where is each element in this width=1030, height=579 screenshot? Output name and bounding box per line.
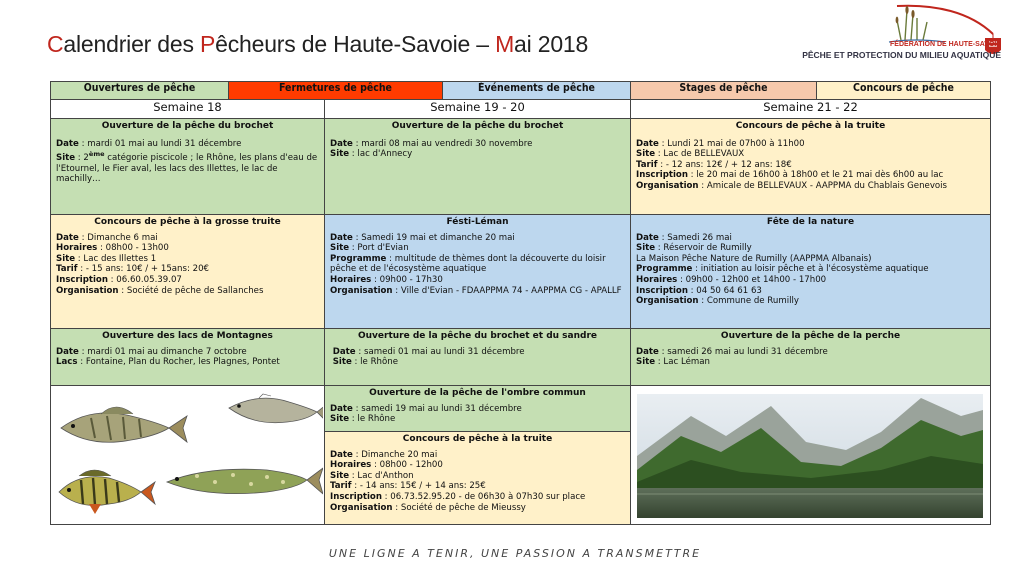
event-festi-leman: Fésti-Léman Date : Samedi 19 mai et dimanche 20 mai Site : Port d'Evian Programme : multitude de thèmes dont la découverte du loisir pêche et de l'écosystème aquatique Horaires : 09h00 - 17h30 Organisation : Ville d'Evian - FDAAPPMA 74 - AAPPMA CG - APALLF — [325, 215, 631, 329]
calendar-table — [50, 81, 991, 525]
legend-ouvertures: Ouvertures de pêche — [51, 82, 229, 100]
week-18: Semaine 18 — [51, 100, 325, 119]
legend-fermetures: Fermetures de pêche — [229, 82, 443, 100]
lake-photo — [631, 386, 991, 525]
event-title: Ouverture de la pêche de l'ombre commun — [369, 388, 586, 398]
page-title: Calendrier des Pêcheurs de Haute-Savoie – Mai 2018 — [47, 31, 589, 57]
middle-bottom-cell — [325, 386, 631, 525]
event-ombre: Ouverture de la pêche de l'ombre commun Date : samedi 19 mai au lundi 31 décembre Site : le Rhône — [325, 386, 630, 432]
event-title: Ouverture de la pêche du brochet — [391, 121, 564, 131]
event-title: Ouverture des lacs de Montagnes — [102, 331, 273, 341]
logo-line1: FÉDÉRATION DE HAUTE-SAVOIE — [890, 41, 1001, 48]
event-truite-20: Concours de pêche à la truite Date : Dimanche 20 mai Horaires : 08h00 - 12h00 Site : Lac d'Anthon Tarif : - 14 ans: 15€ / + 14 ans: 25€ Inscription : 06.73.52.95.20 - de 06h30 à 07h30 sur place Organisation : Société de pêche de Mieussy — [325, 432, 630, 524]
legend-concours: Concours de pêche — [817, 82, 991, 100]
event-title: Ouverture de la pêche du brochet — [101, 121, 274, 131]
event-fete-nature: Fête de la nature Date : Samedi 26 mai Site : Réservoir de Rumilly La Maison Pêche Nature de Rumilly (AAPPMA Albanais) Programme : initiation au loisir pêche et à l'écosystème aquatique Horaires : 09h00 - 12h00 et 14h00 - 17h00 Inscription : 04 50 64 61 63 Organisation : Commune de Rumilly — [631, 215, 991, 329]
event-title: Concours de pêche à la truite — [402, 434, 553, 444]
event-title: Ouverture de la pêche du brochet et du sandre — [357, 331, 598, 341]
legend-row — [51, 82, 991, 100]
fish-illustration — [51, 386, 325, 525]
event-brochet-18: Ouverture de la pêche du brochet Date : mardi 01 mai au lundi 31 décembre Site : 2ème catégorie piscicole ; le Rhône, les plans d'eau de l'Etournel, le Fier aval, les lacs des Illettes, le lac de machilly… — [51, 119, 325, 215]
event-grosse-truite: Concours de pêche à la grosse truite Date : Dimanche 6 mai Horaires : 08h00 - 13h00 Site : Lac des Illettes 1 Tarif : - 15 ans: 10€ / + 15ans: 20€ Inscription : 06.60.05.39.07 Organisation : Société de pêche de Sallanches — [51, 215, 325, 329]
event-brochet-sandre: Ouverture de la pêche du brochet et du sandre Date : samedi 01 mai au lundi 31 décembre Site : le Rhône — [325, 329, 631, 386]
tagline: UNE LIGNE A TENIR, UNE PASSION A TRANSMETTRE — [328, 547, 702, 560]
event-truite-21: Concours de pêche à la truite Date : Lundi 21 mai de 07h00 à 11h00 Site : Lac de BELLEVAUX Tarif : - 12 ans: 12€ / + 12 ans: 18€ Inscription : le 20 mai de 16h00 à 18h00 et le 21 mai dès 6h00 au lac Organisation : Amicale de BELLEVAUX - AAPPMA du Chablais Genevois — [631, 119, 991, 215]
event-brochet-19: Ouverture de la pêche du brochet Date : mardi 08 mai au vendredi 30 novembre Site : lac d'Annecy — [325, 119, 631, 215]
logo-line2: PÊCHE ET PROTECTION DU MILIEU AQUATIQUE — [802, 50, 1001, 60]
federation-logo — [802, 4, 1003, 66]
legend-stages: Stages de pêche — [631, 82, 817, 100]
mountain-lake-photo-icon — [631, 386, 989, 524]
event-title: Concours de pêche à la truite — [735, 121, 886, 131]
event-title: Fésti-Léman — [446, 217, 509, 227]
event-title: Ouverture de la pêche de la perche — [720, 331, 901, 341]
event-title: Concours de pêche à la grosse truite — [94, 217, 281, 227]
week-21-22: Semaine 21 - 22 — [631, 100, 991, 119]
legend-evenements: Événements de pêche — [443, 82, 631, 100]
fish-illustration-icon — [51, 386, 323, 524]
week-19-20: Semaine 19 - 20 — [325, 100, 631, 119]
event-perche: Ouverture de la pêche de la perche Date : samedi 26 mai au lundi 31 décembre Site : Lac Léman — [631, 329, 991, 386]
weeks-row — [51, 100, 991, 119]
event-title: Fête de la nature — [766, 217, 855, 227]
event-lacs-montagnes: Ouverture des lacs de Montagnes Date : mardi 01 mai au dimanche 7 octobre Lacs : Fontaine, Plan du Rocher, les Plagnes, Pontet — [51, 329, 325, 386]
